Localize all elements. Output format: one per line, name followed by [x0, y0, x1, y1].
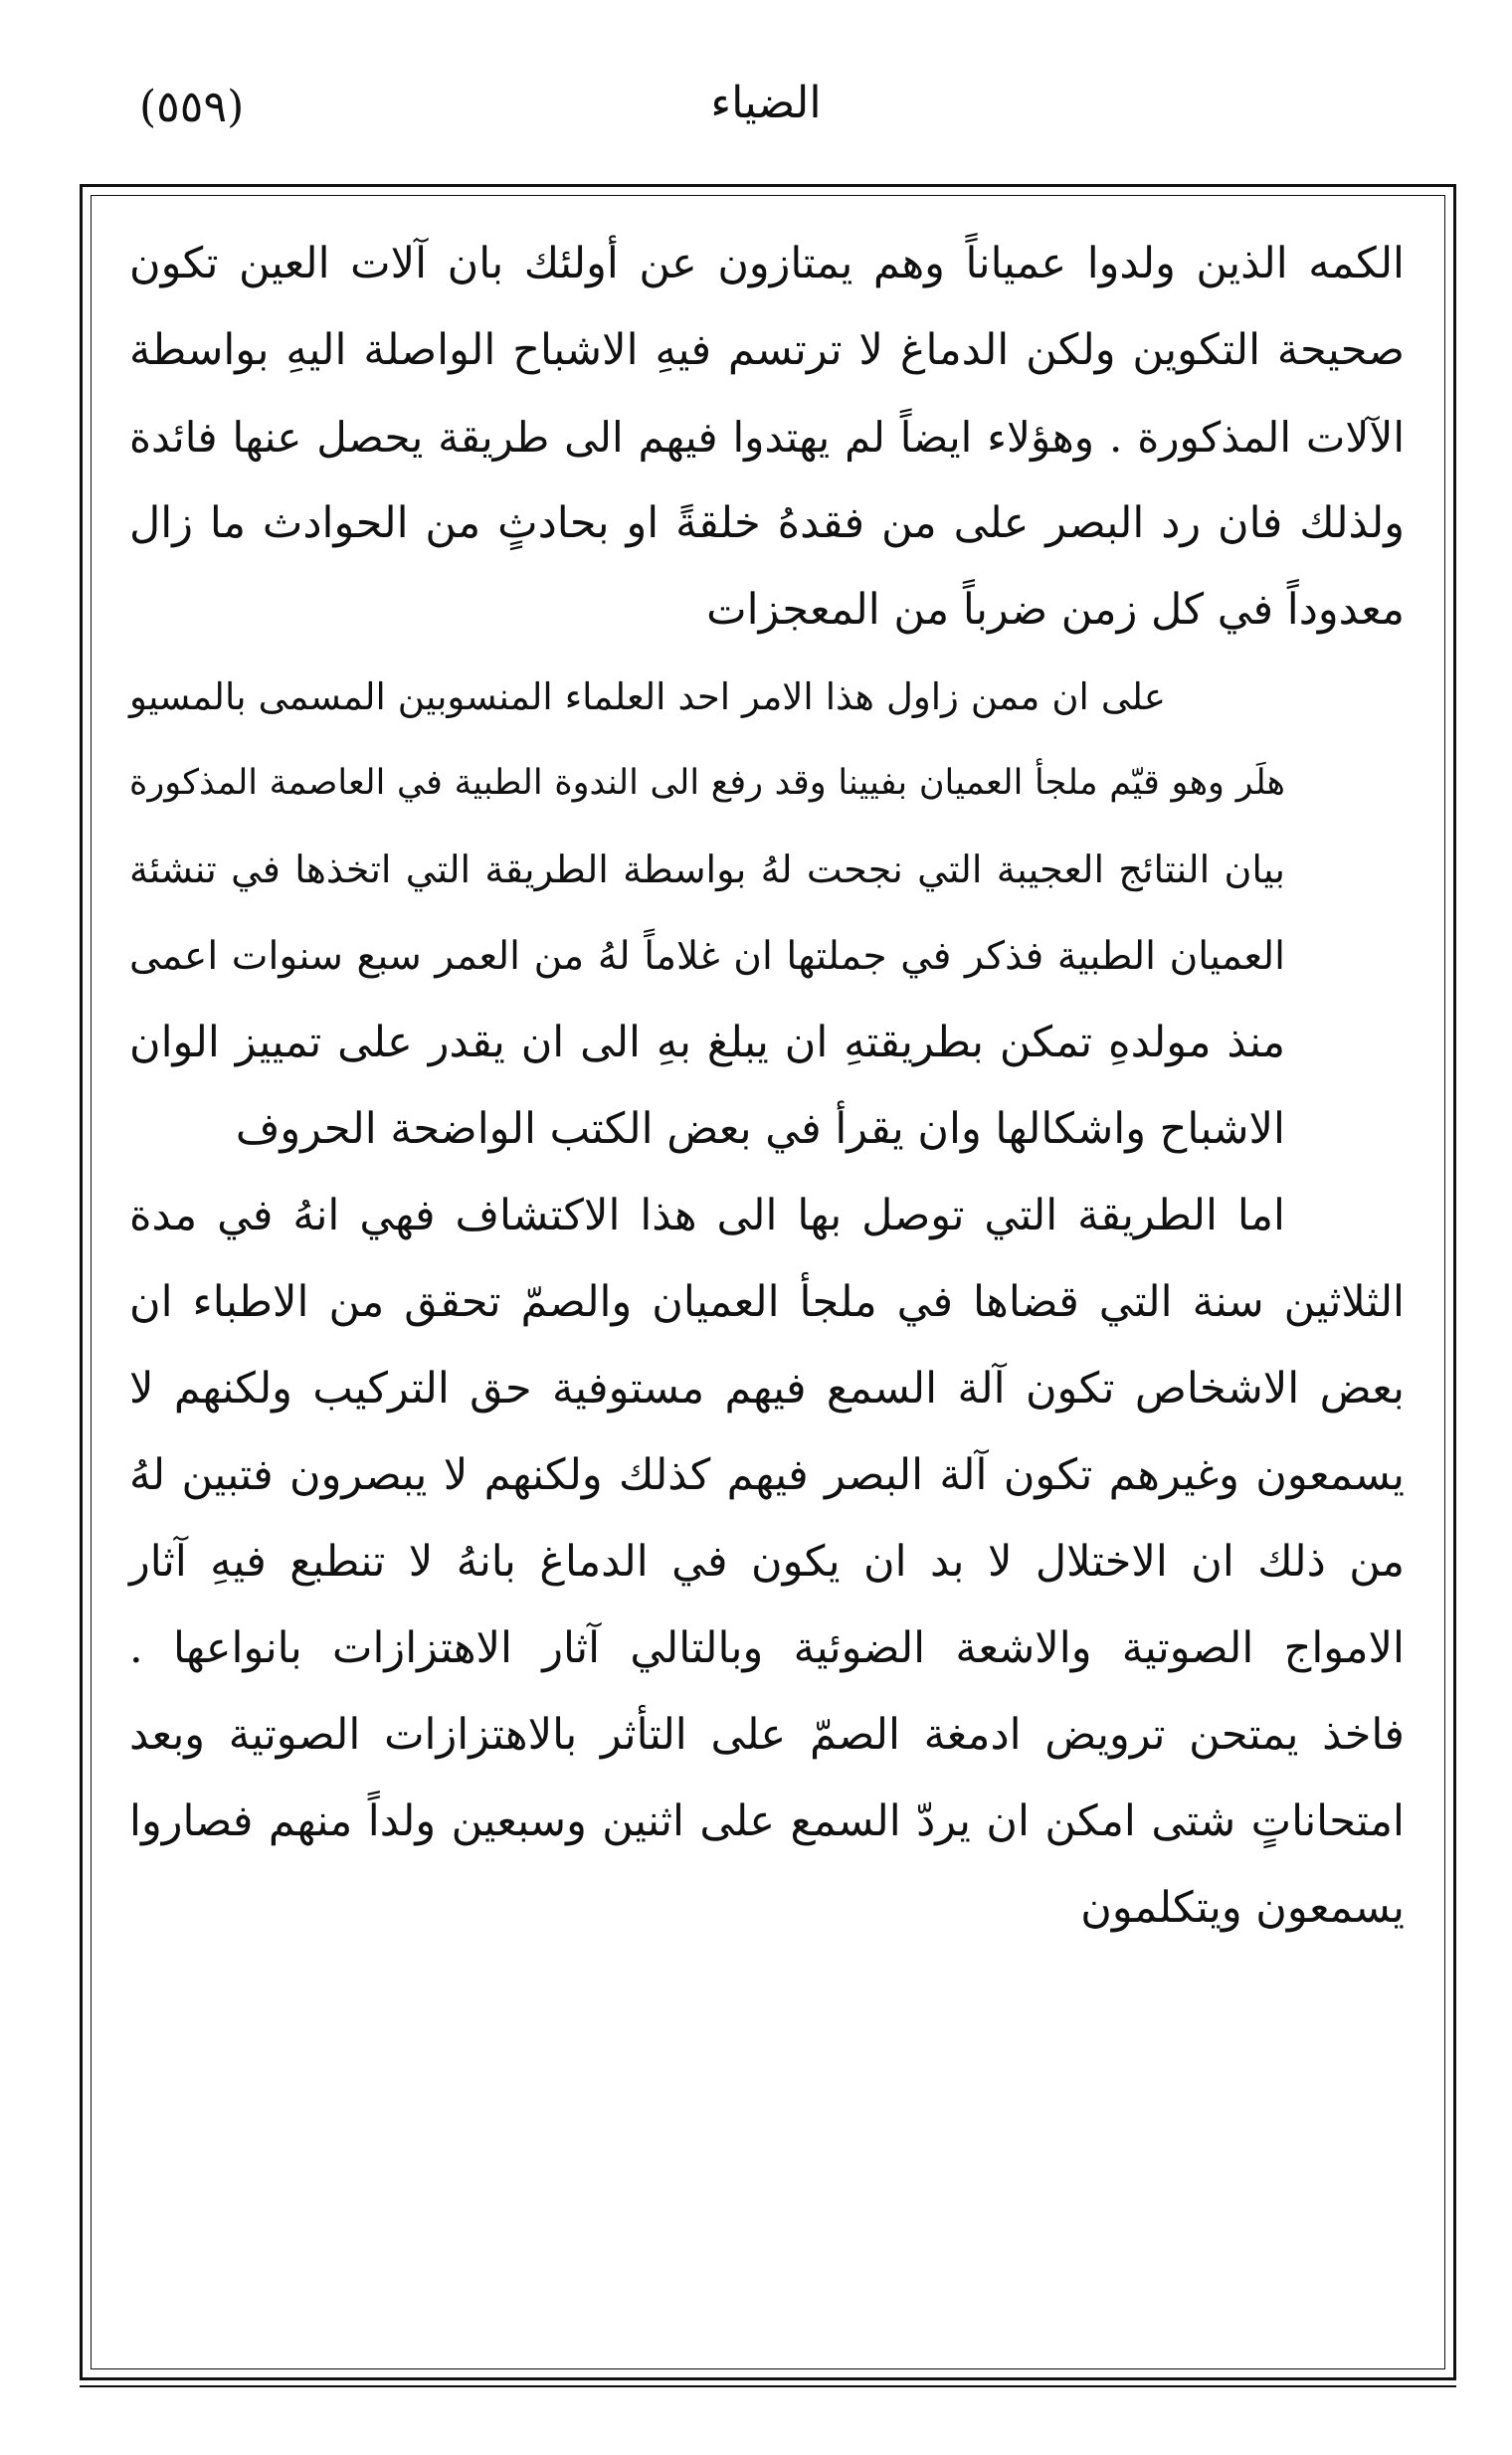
text-line: ولذلك فان رد البصر على من فقدهُ خلقةً او بحادثٍ من الحوادث ما زال: [129, 498, 1405, 548]
article-body: [129, 221, 1405, 1952]
text-line: يسمعون ويتكلمون: [1080, 1883, 1405, 1933]
text-line: الآلات المذكورة . وهؤلاء ايضاً لم يهتدوا فيهم الى طريقة يحصل عنها فائدة: [129, 413, 1405, 462]
frame-bottom-rule: [80, 2385, 1456, 2393]
page-number: (٥٥٩): [139, 82, 245, 132]
text-line: صحيحة التكوين ولكن الدماغ لا ترتسم فيهِ الاشباح الواصلة اليهِ بواسطة: [129, 325, 1405, 375]
text-line: العميان الطبية فذكر في جملتها ان غلاماً لهُ من العمر سبع سنوات اعمى: [129, 934, 1285, 979]
text-line: يسمعون وغيرهم تكون آلة البصر فيهم كذلك ولكنهم لا يبصرون فتبين لهُ: [129, 1450, 1405, 1500]
text-line: منذ مولدهِ تمكن بطريقتهِ ان يبلغ بهِ الى ان يقدر على تمييز الوان: [129, 1018, 1285, 1067]
paragraph-3: [129, 1173, 1405, 1952]
text-line: الكمه الذين ولدوا عمياناً وهم يمتازون عن أولئك بان آلات العين تكون: [129, 239, 1405, 288]
text-line: هلَر وهو قيّم ملجأ العميان بفيينا وقد رفع الى الندوة الطبية في العاصمة المذكورة: [129, 763, 1285, 803]
paragraph-2: [129, 654, 1405, 1173]
text-line: من ذلك ان الاختلال لا بد ان يكون في الدماغ بانهُ لا تنطبع فيهِ آثار: [129, 1537, 1405, 1587]
text-line: الامواج الصوتية والاشعة الضوئية وبالتالي آثار الاهتزازات بانواعها .: [129, 1623, 1405, 1673]
text-line: الثلاثين سنة التي قضاها في ملجأ العميان والصمّ تحقق من الاطباء ان: [129, 1277, 1405, 1327]
page-header: [80, 60, 1452, 179]
text-line: بعض الاشخاص تكون آلة السمع فيهم مستوفية حق التركيب ولكنهم لا: [129, 1364, 1405, 1414]
text-line: امتحاناتٍ شتى امكن ان يردّ السمع على اثنين وسبعين ولداً منهم فصاروا: [129, 1796, 1405, 1846]
text-line: الاشباح واشكالها وان يقرأ في بعض الكتب الواضحة الحروف: [235, 1104, 1285, 1154]
journal-title: الضياء: [710, 78, 822, 128]
paragraph-1: [129, 221, 1405, 654]
text-line: معدوداً في كل زمن ضرباً من المعجزات: [706, 585, 1405, 635]
text-line: بيان النتائج العجيبة التي نجحت لهُ بواسطة الطريقة التي اتخذها في تنشئة: [129, 848, 1285, 891]
text-line: فاخذ يمتحن ترويض ادمغة الصمّ على التأثر بالاهتزازات الصوتية وبعد: [129, 1710, 1405, 1760]
text-line: على ان ممن زاول هذا الامر احد العلماء المنسوبين المسمى بالمسيو: [129, 675, 1166, 718]
text-line: اما الطريقة التي توصل بها الى هذا الاكتشاف فهي انهُ في مدة: [129, 1191, 1285, 1240]
